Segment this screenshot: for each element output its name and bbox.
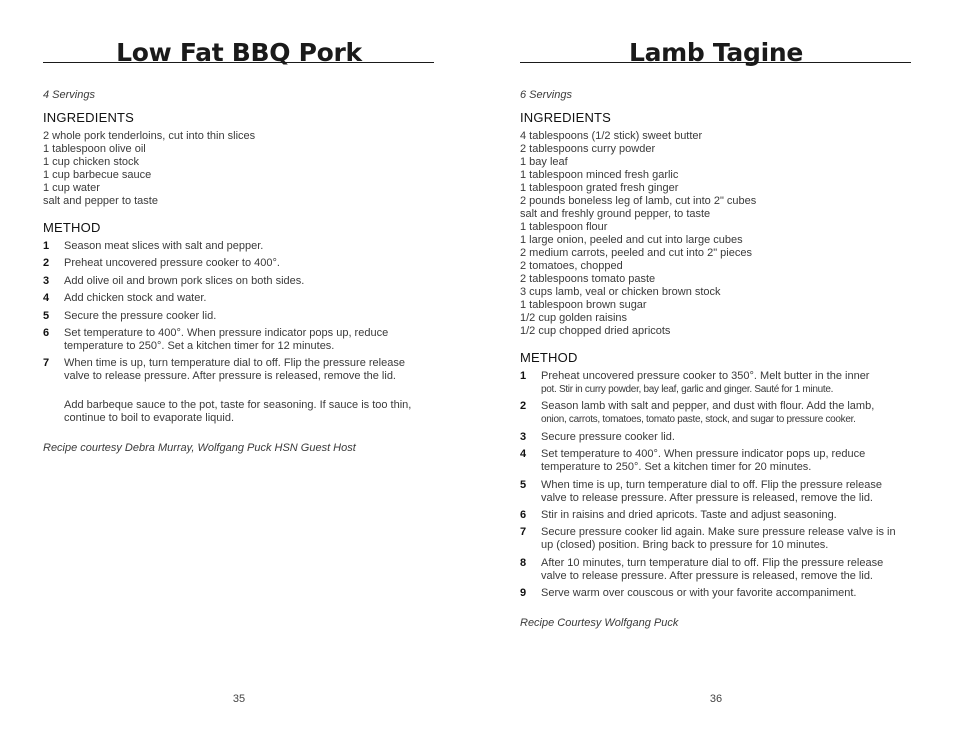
recipe-title: Lamb Tagine <box>628 38 804 67</box>
step-number: 1 <box>43 240 50 252</box>
step-number: 1 <box>520 370 527 382</box>
ingredient-item: 1 cup water <box>43 182 100 194</box>
extra-note: Add barbeque sauce to the pot, taste for seasoning. If sauce is too thin, continue to boil to evaporate liquid. <box>64 399 412 425</box>
recipe-credit: Recipe courtesy Debra Murray, Wolfgang Puck HSN Guest Host <box>43 442 356 455</box>
method-steps <box>43 240 433 383</box>
step-text-line: onion, carrots, tomatoes, tomato paste, stock, and sugar to pressure cooker. <box>541 414 856 426</box>
step-text: Season meat slices with salt and pepper. <box>64 240 264 252</box>
method-step <box>43 240 433 253</box>
ingredient-item: 1 tablespoon olive oil <box>43 143 146 155</box>
ingredient-item: 1 tablespoon minced fresh garlic <box>520 169 679 181</box>
method-step <box>520 509 910 522</box>
ingredient-item: salt and freshly ground pepper, to taste <box>520 208 711 220</box>
method-step <box>43 357 433 383</box>
step-number: 3 <box>520 430 527 443</box>
step-text: After 10 minutes, turn temperature dial to off. Flip the pressure release valve to release pressure. After pressure is released, remove the lid. <box>541 556 884 582</box>
step-number: 7 <box>520 526 527 539</box>
method-steps <box>520 370 910 600</box>
ingredient-item: 1 cup chicken stock <box>43 156 139 168</box>
ingredients-heading: INGREDIENTS <box>520 110 612 125</box>
step-text: Add olive oil and brown pork slices on both sides. <box>64 274 305 287</box>
method-step <box>520 370 910 396</box>
step-number: 4 <box>520 448 527 461</box>
step-text: Add chicken stock and water. <box>64 292 207 305</box>
method-step <box>520 526 910 552</box>
ingredient-item: 1 tablespoon brown sugar <box>520 299 647 311</box>
step-text: Preheat uncovered pressure cooker to 400°. <box>64 257 280 270</box>
step-text: Set temperature to 400°. When pressure indicator pops up, reduce temperature to 250°. Set a kitchen timer for 12 minutes. <box>64 326 389 352</box>
ingredients-list <box>43 130 433 208</box>
page-number: 35 <box>232 693 246 705</box>
step-number: 9 <box>520 587 527 600</box>
ingredients-heading: INGREDIENTS <box>43 110 135 125</box>
ingredient-item: 1 large onion, peeled and cut into large cubes <box>520 234 743 246</box>
ingredient-item: 2 tablespoons curry powder <box>520 143 656 155</box>
recipe-credit: Recipe Courtesy Wolfgang Puck <box>520 617 679 630</box>
ingredient-item: 2 medium carrots, peeled and cut into 2" pieces <box>520 247 752 259</box>
method-step <box>520 448 910 474</box>
method-step <box>520 557 910 583</box>
ingredient-item: salt and pepper to taste <box>43 195 158 207</box>
step-number: 4 <box>43 292 50 305</box>
step-number: 6 <box>43 326 50 339</box>
step-text-line: pot. Stir in curry powder, bay leaf, garlic and ginger. Sauté for 1 minute. <box>541 384 834 395</box>
method-heading: METHOD <box>520 350 578 365</box>
step-number: 2 <box>43 257 50 270</box>
step-number: 8 <box>520 556 527 569</box>
recipe-title: Low Fat BBQ Pork <box>116 38 362 67</box>
step-text: When time is up, turn temperature dial to off. Flip the pressure release valve to release pressure. After pressure is released, remove the lid. <box>64 357 405 383</box>
method-step <box>43 257 433 270</box>
recipe-content <box>43 89 433 455</box>
method-step <box>43 310 433 323</box>
ingredient-item: 1/2 cup chopped dried apricots <box>520 325 671 337</box>
step-text: Secure the pressure cooker lid. <box>64 309 217 322</box>
ingredient-item: 2 tomatoes, chopped <box>520 260 623 272</box>
ingredient-item: 3 cups lamb, veal or chicken brown stock <box>520 286 721 298</box>
ingredients-list <box>520 130 910 338</box>
method-step <box>520 431 910 444</box>
servings: 6 Servings <box>520 89 572 101</box>
step-number: 2 <box>520 400 527 413</box>
method-step <box>43 292 433 305</box>
title-rule <box>43 62 434 63</box>
ingredient-item: 4 tablespoons (1/2 stick) sweet butter <box>520 130 703 142</box>
step-text: When time is up, turn temperature dial to off. Flip the pressure release valve to release pressure. After pressure is released, remove the lid. <box>541 478 882 504</box>
step-number: 7 <box>43 357 50 370</box>
method-heading: METHOD <box>43 220 101 235</box>
step-number: 3 <box>43 274 50 287</box>
ingredient-item: 1 cup barbecue sauce <box>43 169 152 181</box>
servings: 4 Servings <box>43 89 95 101</box>
step-number: 6 <box>520 508 527 521</box>
method-step <box>520 479 910 505</box>
step-text: Stir in raisins and dried apricots. Taste and adjust seasoning. <box>541 508 837 521</box>
step-text: Secure pressure cooker lid again. Make sure pressure release valve is in up (closed) position. Bring back to pressure for 10 minutes. <box>541 526 896 552</box>
method-step <box>520 587 910 600</box>
page-number: 36 <box>709 693 723 705</box>
step-number: 5 <box>520 478 527 491</box>
step-text-line: Season lamb with salt and pepper, and dust with flour. Add the lamb, <box>541 400 875 413</box>
ingredient-item: 2 tablespoons tomato paste <box>520 273 656 285</box>
method-step <box>43 275 433 288</box>
ingredient-item: 2 whole pork tenderloins, cut into thin slices <box>43 130 256 142</box>
recipe-content <box>520 89 910 630</box>
step-text: Serve warm over couscous or with your favorite accompaniment. <box>541 587 857 600</box>
ingredient-item: 1 tablespoon grated fresh ginger <box>520 182 679 194</box>
ingredient-item: 1 bay leaf <box>520 156 568 168</box>
method-step <box>520 400 910 426</box>
ingredient-item: 1/2 cup golden raisins <box>520 312 628 324</box>
method-step <box>43 327 433 353</box>
step-text: Set temperature to 400°. When pressure indicator pops up, reduce temperature to 250°. Set a kitchen timer for 20 minutes. <box>541 448 866 474</box>
step-text: Secure pressure cooker lid. <box>541 430 675 443</box>
step-number: 5 <box>43 309 50 322</box>
ingredient-item: 2 pounds boneless leg of lamb, cut into 2" cubes <box>520 195 757 207</box>
title-rule <box>520 62 911 63</box>
step-text-line: Preheat uncovered pressure cooker to 350°. Melt butter in the inner <box>541 370 870 382</box>
ingredient-item: 1 tablespoon flour <box>520 221 608 233</box>
